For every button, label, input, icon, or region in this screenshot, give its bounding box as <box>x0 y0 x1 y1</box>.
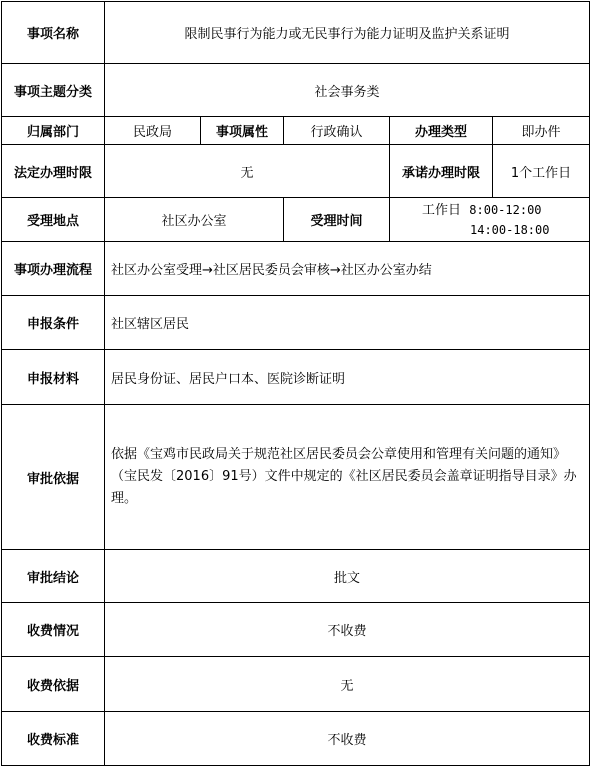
process-value: 社区办公室受理→社区居民委员会审核→社区办公室办结 <box>105 242 590 296</box>
item-name-label: 事项名称 <box>2 2 105 64</box>
row-process <box>2 242 590 296</box>
legal-time-label: 法定办理时限 <box>2 145 105 198</box>
attribute-value: 行政确认 <box>284 117 390 145</box>
process-label: 事项办理流程 <box>2 242 105 296</box>
location-label: 受理地点 <box>2 198 105 242</box>
conditions-label: 申报条件 <box>2 296 105 350</box>
row-conditions <box>2 296 590 350</box>
department-label: 归属部门 <box>2 117 105 145</box>
fee-standard-value: 不收费 <box>105 712 590 766</box>
basis-value: 依据《宝鸡市民政局关于规范社区居民委员会公章使用和管理有关问题的通知》（宝民发〔2016〕91号）文件中规定的《社区居民委员会盖章证明指导目录》办理。 <box>105 405 590 550</box>
handle-type-value: 即办件 <box>493 117 590 145</box>
promise-time-label: 承诺办理时限 <box>390 145 493 198</box>
conditions-value: 社区辖区居民 <box>105 296 590 350</box>
item-name-value: 限制民事行为能力或无民事行为能力证明及监护关系证明 <box>105 2 590 64</box>
materials-label: 申报材料 <box>2 350 105 405</box>
row-basis <box>2 405 590 550</box>
theme-category-label: 事项主题分类 <box>2 64 105 117</box>
fee-status-value: 不收费 <box>105 603 590 657</box>
handle-type-label: 办理类型 <box>390 117 493 145</box>
accept-time-line-1 <box>390 200 589 220</box>
row-department <box>2 117 590 145</box>
accept-time-value <box>390 198 590 242</box>
accept-time-line-2 <box>390 220 589 240</box>
location-value: 社区办公室 <box>105 198 284 242</box>
accept-time-label: 受理时间 <box>284 198 390 242</box>
row-conclusion <box>2 550 590 603</box>
fee-basis-label: 收费依据 <box>2 657 105 712</box>
fee-status-label: 收费情况 <box>2 603 105 657</box>
row-time-limits <box>2 145 590 198</box>
morning-hours: 8:00-12:00 <box>469 202 542 217</box>
materials-value: 居民身份证、居民户口本、医院诊断证明 <box>105 350 590 405</box>
service-item-table <box>1 1 590 766</box>
row-materials <box>2 350 590 405</box>
row-item-name <box>2 2 590 64</box>
theme-category-value: 社会事务类 <box>105 64 590 117</box>
row-theme-category <box>2 64 590 117</box>
row-fee-status <box>2 603 590 657</box>
promise-time-value: 1个工作日 <box>493 145 590 198</box>
attribute-label: 事项属性 <box>201 117 284 145</box>
basis-label: 审批依据 <box>2 405 105 550</box>
row-fee-standard <box>2 712 590 766</box>
legal-time-value: 无 <box>105 145 390 198</box>
workday-label: 工作日 <box>422 202 462 218</box>
row-fee-basis <box>2 657 590 712</box>
afternoon-hours: 14:00-18:00 <box>470 222 550 237</box>
fee-basis-value: 无 <box>105 657 590 712</box>
fee-standard-label: 收费标准 <box>2 712 105 766</box>
department-value: 民政局 <box>105 117 201 145</box>
row-location <box>2 198 590 242</box>
conclusion-value: 批文 <box>105 550 590 603</box>
conclusion-label: 审批结论 <box>2 550 105 603</box>
